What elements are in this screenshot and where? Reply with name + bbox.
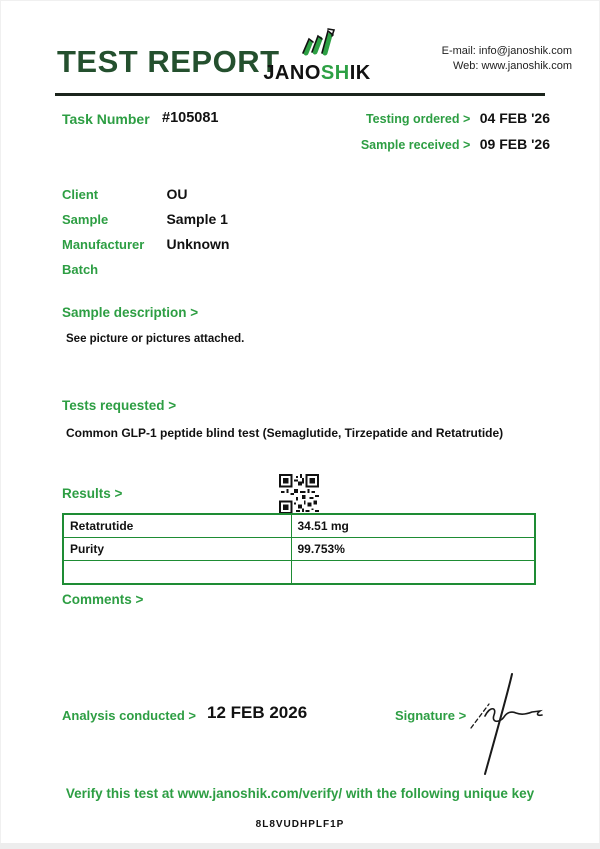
client-label: Client	[62, 187, 99, 202]
contact-web: Web: www.janoshik.com	[452, 60, 572, 72]
contact-email: E-mail: info@janoshik.com	[441, 45, 572, 57]
task-number-value: #105081	[162, 110, 219, 126]
result-name-cell	[63, 561, 291, 585]
logo-word-accent: SH	[320, 62, 350, 84]
testing-ordered-row	[335, 110, 550, 128]
analysis-conducted-value: 12 FEB 2026	[207, 703, 308, 722]
result-value-cell: 34.51 mg	[291, 514, 535, 538]
comments-label: Comments >	[62, 592, 144, 607]
sample-received-row	[335, 136, 550, 154]
task-number-label: Task Number	[62, 111, 150, 127]
bar-chart-logo-icon	[297, 26, 337, 56]
logo-wordmark	[252, 62, 382, 85]
batch-label: Batch	[62, 262, 99, 277]
manufacturer-label: Manufacturer	[62, 237, 145, 252]
client-value: OU	[166, 186, 188, 202]
sample-received-label: Sample received >	[360, 138, 471, 152]
result-value-cell	[291, 561, 535, 585]
info-row-sample	[62, 211, 482, 229]
logo-word-prefix: JANO	[263, 62, 321, 84]
table-row	[63, 538, 535, 561]
tests-requested-label: Tests requested >	[62, 398, 177, 413]
manufacturer-value: Unknown	[166, 236, 230, 252]
janoshik-logo	[252, 26, 382, 85]
qr-code	[279, 474, 319, 514]
logo-word-suffix: IK	[349, 62, 371, 84]
signature	[465, 672, 555, 777]
result-value-cell: 99.753%	[291, 538, 535, 561]
table-row	[63, 514, 535, 538]
sample-value: Sample 1	[166, 211, 228, 227]
result-name-cell: Purity	[63, 538, 291, 561]
sample-received-value: 09 FEB '26	[479, 136, 550, 152]
contact-block	[442, 44, 572, 74]
results-table	[62, 513, 536, 585]
header-divider	[55, 93, 545, 96]
verify-unique-key: 8L8VUDHPLF1P	[255, 819, 345, 830]
result-name-cell: Retatrutide	[63, 514, 291, 538]
info-row-batch	[62, 261, 482, 279]
sample-description-label: Sample description >	[62, 305, 199, 320]
page-bottom-edge	[0, 843, 600, 849]
results-label: Results >	[62, 486, 123, 501]
info-row-manufacturer	[62, 236, 482, 254]
testing-ordered-value: 04 FEB '26	[479, 110, 550, 126]
verify-text: Verify this test at www.janoshik.com/verify/ with the following unique key	[65, 786, 535, 801]
sample-label: Sample	[62, 212, 109, 227]
signature-label: Signature >	[395, 708, 467, 723]
table-row	[63, 561, 535, 585]
page-title: TEST REPORT	[57, 44, 280, 79]
info-row-client	[62, 186, 482, 204]
tests-requested-text: Common GLP-1 peptide blind test (Semaglutide, Tirzepatide and Retatrutide)	[66, 426, 504, 440]
testing-ordered-label: Testing ordered >	[365, 112, 471, 126]
analysis-conducted-label: Analysis conducted >	[62, 708, 197, 723]
sample-description-text: See picture or pictures attached.	[66, 333, 245, 345]
